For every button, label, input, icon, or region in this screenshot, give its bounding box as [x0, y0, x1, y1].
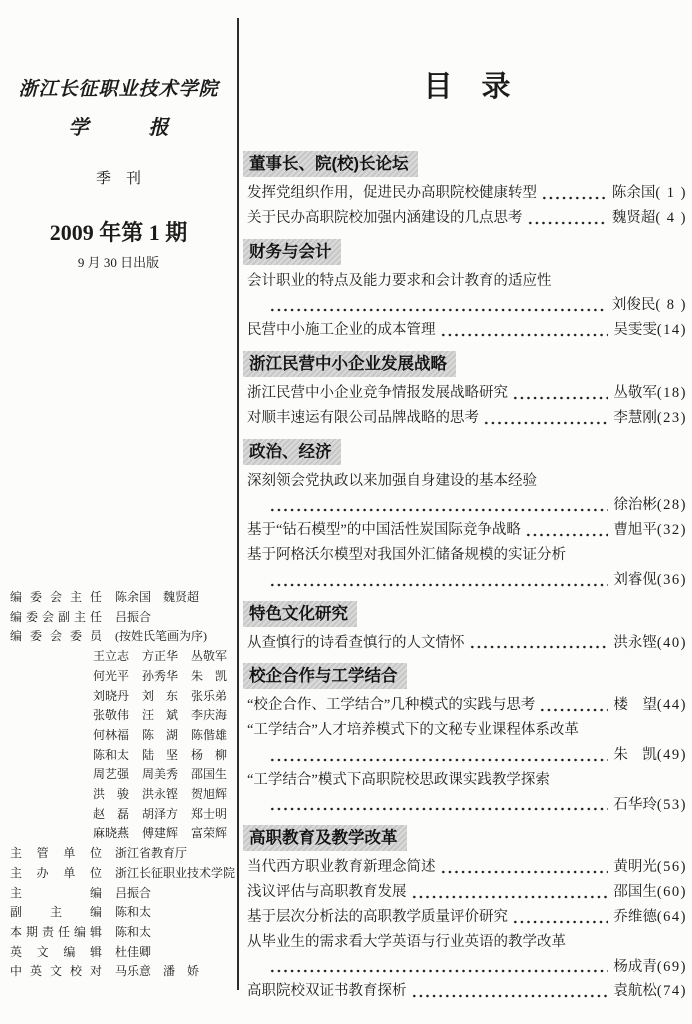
entry-page-number: (69)	[656, 958, 687, 975]
toc-section-header: 高职教育及教学改革	[243, 825, 407, 851]
toc-entry-title: 从查慎行的诗看查慎行的人文情怀	[247, 634, 465, 651]
staff-row-label: 英文编辑	[10, 944, 102, 959]
committee-row	[93, 706, 235, 726]
toc-section	[247, 817, 687, 1004]
toc-entry-title: 关于民办高职院校加强内涵建设的几点思考	[247, 209, 523, 226]
toc-entry-continuation	[247, 955, 687, 980]
committee-row	[93, 687, 235, 707]
staff-row-value: 陈和太	[115, 924, 152, 939]
entry-author: 袁航松	[613, 983, 657, 1000]
staff-row-value: 陈和太	[115, 905, 152, 920]
toc-entry	[247, 206, 687, 231]
entry-author: 丛敬军	[613, 384, 657, 401]
entry-author: 刘俊民	[611, 297, 656, 314]
committee-member-name: 贺旭辉	[191, 787, 228, 802]
committee-member-name: 刘晓丹	[93, 688, 130, 703]
leader-dots	[269, 743, 608, 768]
editorial-block	[10, 588, 235, 982]
staff-row	[10, 844, 235, 864]
toc-entry	[247, 318, 687, 343]
entry-page-number: (53)	[656, 796, 687, 813]
toc-section	[247, 343, 687, 431]
toc-entry-title: 基于层次分析法的高职教学质量评价研究	[247, 908, 508, 925]
leader-dots	[440, 318, 609, 343]
committee-member-name: 汪 斌	[142, 708, 179, 723]
committee-member-name: 傅建辉	[142, 826, 179, 841]
toc-entry	[247, 381, 687, 406]
toc-section-header: 政治、经济	[243, 439, 341, 465]
editorial-board-head	[10, 588, 235, 647]
journal-name-line2: 学 报	[68, 117, 169, 139]
staff-row-value: 吕振合	[115, 885, 152, 900]
toc-entry-title: 浅议评估与高职教育发展	[247, 884, 407, 901]
leader-dots	[469, 631, 609, 656]
committee-member-name: 张乐弟	[191, 688, 228, 703]
staff-credits	[10, 844, 235, 982]
toc-entry	[247, 979, 687, 1004]
entry-author: 徐治彬	[613, 497, 657, 514]
staff-row	[10, 923, 235, 943]
toc-entry-title: “校企合作、工学结合”几种模式的实践与思考	[247, 697, 536, 714]
staff-row-value: 浙江省教育厅	[115, 846, 188, 861]
entry-page-number: (56)	[656, 859, 687, 876]
entry-page-number: (49)	[656, 746, 687, 763]
toc-sections	[247, 105, 687, 1004]
toc-entry-continuation	[247, 493, 687, 518]
entry-author: 洪永铿	[613, 634, 657, 651]
committee-member-name: 孙秀华	[142, 668, 179, 683]
staff-row	[10, 962, 235, 982]
staff-row-label: 本期责任编辑	[10, 924, 102, 939]
journal-publish-date: 9 月 30 日出版	[77, 255, 160, 270]
staff-row	[10, 943, 235, 963]
staff-row	[10, 884, 235, 904]
entry-author: 陈余国	[611, 185, 656, 201]
committee-member-name: 方正华	[142, 649, 179, 664]
committee-row	[93, 667, 235, 687]
committee-member-name: 洪永铿	[142, 787, 179, 802]
toc-entry	[247, 181, 687, 206]
staff-row-value: 马乐意 潘 娇	[115, 964, 200, 979]
leader-dots	[527, 206, 607, 231]
leader-dots	[525, 518, 608, 543]
toc-section-header: 浙江民营中小企业发展战略	[243, 351, 456, 377]
leader-dots	[411, 880, 609, 905]
toc-entry-title: “工学结合”人才培养模式下的文秘专业课程体系改革	[247, 722, 579, 739]
toc-entry-title: 浙江民营中小企业竞争情报发展战略研究	[247, 384, 508, 401]
entry-author: 石华玲	[613, 796, 657, 813]
journal-frequency: 季 刊	[95, 171, 141, 187]
committee-member-name: 富荣辉	[191, 826, 228, 841]
entry-page-number: (40)	[656, 634, 687, 651]
toc-entry-continuation	[247, 293, 687, 318]
table-of-contents	[247, 0, 687, 1004]
entry-page-number: (23)	[656, 409, 687, 426]
column-divider-line	[237, 18, 239, 990]
entry-page-number: (14)	[656, 322, 687, 339]
toc-section-header: 财务与会计	[243, 239, 341, 265]
committee-member-name: 王立志	[93, 649, 130, 664]
entry-page-number: ( 4 )	[655, 209, 687, 226]
committee-member-name: 邵国生	[191, 767, 228, 782]
toc-entry-title: 从毕业生的需求看大学英语与行业英语的教学改革	[247, 933, 566, 950]
leader-dots	[269, 793, 608, 818]
editorial-head-row-value: (按姓氏笔画为序)	[115, 629, 207, 644]
committee-member-name: 陈 湖	[142, 727, 179, 742]
editorial-committee-list	[93, 647, 235, 844]
staff-row-label: 主办单位	[10, 865, 102, 880]
entry-author: 乔维德	[613, 908, 657, 925]
leader-dots	[269, 293, 607, 318]
editorial-head-row-label: 编委会副主任	[10, 609, 102, 624]
toc-entry	[247, 880, 687, 905]
toc-entry-continuation	[247, 743, 687, 768]
committee-member-name: 丛敬军	[191, 649, 228, 664]
editorial-head-row	[10, 627, 235, 647]
toc-entry-title: 深刻领会党执政以来加强自身建设的基本经验	[247, 472, 537, 489]
entry-author: 曹旭平	[613, 522, 657, 539]
committee-member-name: 陆 坚	[142, 747, 179, 762]
entry-page-number: (44)	[656, 697, 687, 714]
editorial-head-row	[10, 608, 235, 628]
staff-row-value: 杜佳卿	[115, 944, 152, 959]
entry-author: 刘睿伣	[613, 571, 657, 588]
entry-page-number: (18)	[656, 384, 687, 401]
committee-row	[93, 765, 235, 785]
entry-page-number: (36)	[656, 571, 687, 588]
toc-entry	[247, 406, 687, 431]
editorial-head-row-value: 吕振合	[115, 609, 152, 624]
entry-author: 李慧刚	[613, 409, 657, 426]
staff-row-label: 主编	[10, 885, 102, 900]
committee-row	[93, 785, 235, 805]
editorial-head-row-label: 编委会委员	[10, 629, 102, 644]
entry-page-number: (64)	[656, 908, 687, 925]
committee-member-name: 何光平	[93, 668, 130, 683]
toc-title: 目 录	[423, 71, 511, 103]
toc-entry-title: 高职院校双证书教育探析	[247, 983, 407, 1000]
toc-section-header: 特色文化研究	[243, 601, 357, 627]
toc-entry	[247, 855, 687, 880]
leader-dots	[411, 979, 609, 1004]
committee-member-name: 何林福	[93, 727, 130, 742]
toc-section	[247, 105, 687, 231]
entry-page-number: ( 1 )	[655, 185, 687, 201]
staff-row-label: 中英文校对	[10, 964, 102, 979]
toc-entry	[247, 518, 687, 543]
committee-member-name: 郑士明	[191, 806, 228, 821]
staff-row-value: 浙江长征职业技术学院	[115, 865, 236, 880]
leader-dots	[539, 693, 608, 718]
toc-entry-title: 发挥党组织作用，促进民办高职院校健康转型	[247, 185, 537, 201]
entry-author: 吴雯雯	[613, 322, 657, 339]
toc-entry	[247, 905, 687, 930]
toc-section	[247, 231, 687, 343]
toc-section-header: 董事长、院(校)长论坛	[243, 151, 418, 177]
leader-dots	[512, 381, 608, 406]
leader-dots	[483, 406, 608, 431]
committee-member-name: 陈偕雄	[191, 727, 228, 742]
staff-row	[10, 864, 235, 884]
toc-entry-continuation	[247, 568, 687, 593]
journal-issue: 2009 年第 1 期	[49, 220, 188, 245]
committee-member-name: 洪 骏	[93, 787, 130, 802]
committee-row	[93, 746, 235, 766]
editorial-head-row	[10, 588, 235, 608]
committee-member-name: 杨 柳	[191, 747, 228, 762]
toc-entry-title: 对顺丰速运有限公司品牌战略的思考	[247, 409, 479, 426]
entry-author: 楼 望	[613, 697, 657, 714]
committee-member-name: 周艺强	[93, 767, 130, 782]
toc-entry-title: 基于阿格沃尔模型对我国外汇储备规模的实证分析	[247, 546, 566, 563]
staff-row-label: 副主编	[10, 905, 102, 920]
entry-page-number: (60)	[656, 884, 687, 901]
staff-row	[10, 903, 235, 923]
committee-row	[93, 647, 235, 667]
toc-section	[247, 593, 687, 656]
committee-member-name: 朱 凯	[191, 668, 228, 683]
committee-member-name: 周美秀	[142, 767, 179, 782]
entry-author: 魏贤超	[611, 209, 656, 226]
committee-member-name: 李庆海	[191, 708, 228, 723]
leader-dots	[512, 905, 608, 930]
editorial-head-row-label: 编委会主任	[10, 590, 102, 604]
committee-row	[93, 824, 235, 844]
toc-entry-title: 基于“钻石模型”的中国活性炭国际竞争战略	[247, 522, 521, 539]
toc-entry	[247, 693, 687, 718]
entry-author: 朱 凯	[613, 746, 657, 763]
toc-section	[247, 655, 687, 817]
entry-author: 邵国生	[613, 884, 657, 901]
committee-member-name: 麻晓燕	[93, 826, 130, 841]
toc-entry	[247, 631, 687, 656]
committee-member-name: 胡泽方	[142, 806, 179, 821]
editorial-head-row-value: 陈余国 魏贤超	[115, 590, 200, 604]
toc-entry-title: “工学结合”模式下高职院校思政课实践教学探索	[247, 771, 550, 788]
entry-page-number: ( 8 )	[655, 297, 687, 314]
leader-dots	[440, 855, 609, 880]
toc-entry-title: 民营中小施工企业的成本管理	[247, 322, 436, 339]
committee-member-name: 赵 磊	[93, 806, 130, 821]
committee-member-name: 张敬伟	[93, 708, 130, 723]
leader-dots	[269, 568, 608, 593]
toc-section-header: 校企合作与工学结合	[243, 663, 407, 689]
entry-author: 杨成青	[613, 958, 657, 975]
leader-dots	[269, 955, 608, 980]
committee-row	[93, 726, 235, 746]
toc-entry-title: 会计职业的特点及能力要求和会计教育的适应性	[247, 272, 552, 289]
journal-name-line1: 浙江长征职业技术学院	[18, 79, 219, 100]
committee-member-name: 刘 东	[142, 688, 179, 703]
journal-masthead	[0, 74, 237, 140]
committee-row	[93, 805, 235, 825]
leader-dots	[269, 493, 608, 518]
toc-section	[247, 431, 687, 593]
toc-entry-title: 当代西方职业教育新理念简述	[247, 859, 436, 876]
staff-row-label: 主管单位	[10, 846, 102, 861]
leader-dots	[541, 181, 607, 206]
entry-author: 黄明光	[613, 859, 657, 876]
toc-entry-continuation	[247, 793, 687, 818]
entry-page-number: (32)	[656, 522, 687, 539]
committee-member-name: 陈和太	[93, 747, 130, 762]
entry-page-number: (28)	[656, 497, 687, 514]
entry-page-number: (74)	[656, 983, 687, 1000]
